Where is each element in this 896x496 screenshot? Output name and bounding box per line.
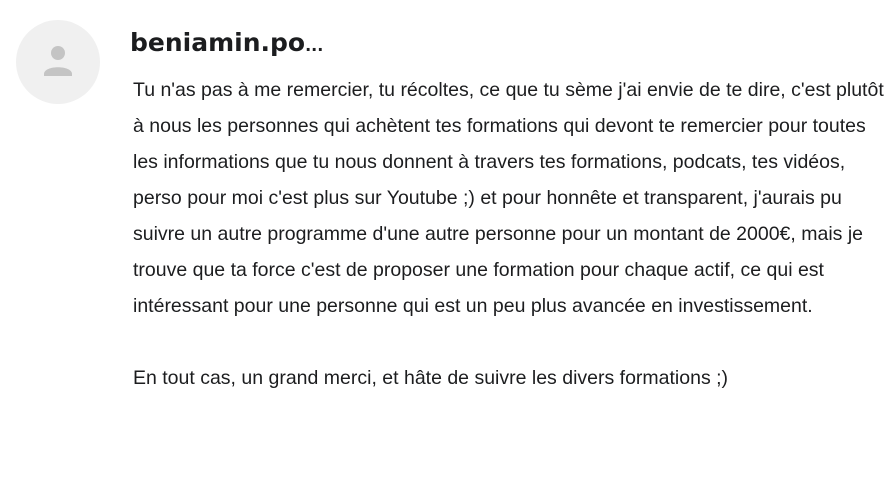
avatar xyxy=(16,20,100,104)
comment-paragraph: Tu n'as pas à me remercier, tu récoltes, ce que tu sème j'ai envie de te dire, c'est plutôt à nous les personnes qui achètent tes formations qui devont te remercier pour toutes les informations que tu nous donnent à travers tes formations, podcats, tes vidéos, perso pour moi c'est plus sur Youtube ;) et pour honnête et transparent, j'aurais pu suivre un autre programme d'une autre personne pour un montant de 2000€, mais je trouve que ta force c'est de proposer une formation pour chaque actif, ce qui est intéressant pour une personne qui est un peu plus avancée en investissement. xyxy=(133,79,884,317)
author-name-text: beniamin.po xyxy=(130,28,306,57)
author-name-ellipsis: ... xyxy=(305,36,324,55)
author-name[interactable] xyxy=(130,26,323,63)
comment-paragraph: En tout cas, un grand merci, et hâte de suivre les divers formations ;) xyxy=(133,367,729,389)
user-placeholder-icon xyxy=(16,20,100,104)
comment-body xyxy=(133,72,888,396)
